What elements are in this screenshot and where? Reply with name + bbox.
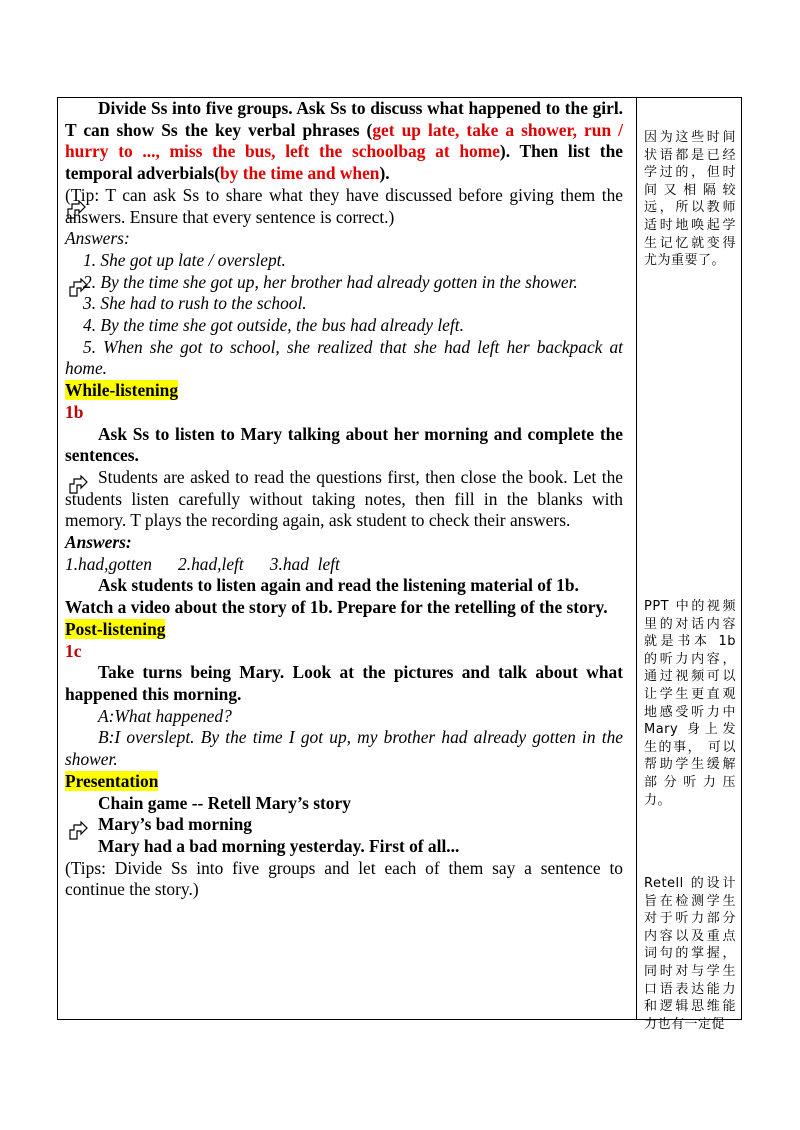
hand-pointer-icon	[68, 475, 88, 495]
answers-label-1b: Answers:	[65, 532, 132, 553]
section-heading-post: Post-listening	[65, 618, 166, 639]
section-heading-while: While-listening	[65, 380, 179, 401]
answers-label: Answers:	[65, 228, 130, 249]
hand-pointer-icon	[68, 821, 88, 841]
answers-1b: 1.had,gotten 2.had,left 3.had left	[65, 553, 340, 574]
task-1c: Take turns being Mary. Look at the pictures and talk about what happened this morning.	[65, 662, 623, 704]
intro-tip: (Tip: T can ask Ss to share what they have discussed before giving them the answers. Ensure that every sentence is correct.)	[65, 184, 623, 227]
answer-item: 3. She had to rush to the school.	[83, 293, 307, 314]
dialog-b: B:I overslept. By the time I got up, my brother had already gotten in the shower.	[65, 727, 623, 770]
section-heading-presentation: Presentation	[65, 770, 159, 791]
lesson-table	[57, 97, 742, 1032]
presentation-line-1: Chain game -- Retell Mary’s story	[98, 792, 351, 813]
section-code-1c: 1c	[65, 640, 82, 661]
answer-item: 5. When she got to school, she realized that she had left her backpack at home.	[65, 336, 623, 379]
answer-item: 4. By the time she got outside, the bus had already left.	[83, 315, 464, 336]
side-note-2: PPT 中的视频里的对话内容就是书本 1b 的听力内容，通过视频可以让学生更直观地感受听力中 Mary 身上发生的事， 可以帮助学生缓解部分听力压力。	[644, 599, 736, 808]
hand-pointer-icon	[68, 278, 88, 298]
task-1b-read: Ask students to listen again and read the listening material of 1b.	[98, 575, 579, 596]
column-divider	[636, 98, 637, 1019]
intro-paragraph: Divide Ss into five groups. Ask Ss to discuss what happened to the girl. T can show Ss the key verbal phrases (get up late, take a shower, run / hurry to ..., miss the bus, left the schoolbag at home). Then list the temporal adverbials(by the time and when).	[65, 98, 623, 184]
hand-pointer-icon	[66, 200, 86, 220]
presentation-line-3: Mary had a bad morning yesterday. First of all...	[98, 835, 460, 856]
task-1b-video: Watch a video about the story of 1b. Prepare for the retelling of the story.	[65, 597, 608, 618]
task-1b-description: Students are asked to read the questions first, then close the book. Let the students listen carefully without taking notes, then fill in the blanks with memory. T plays the recording again, ask student to check their answers.	[65, 466, 623, 531]
task-1b: Ask Ss to listen to Mary talking about her morning and complete the sentences.	[65, 423, 623, 466]
presentation-tips: (Tips: Divide Ss into five groups and let each of them say a sentence to continue the story.)	[65, 857, 623, 900]
presentation-line-2: Mary’s bad morning	[98, 814, 252, 835]
main-column	[65, 98, 623, 901]
section-code-1b: 1b	[65, 401, 84, 422]
dialog-a: A:What happened?	[98, 705, 232, 726]
answer-item: 2. By the time she got up, her brother had already gotten in the shower.	[83, 271, 578, 292]
side-note-1: 因为这些时间状语都是已经学过的，但时间又相隔较远，所以教师适时地唤起学生记忆就变得尤为重要了。	[644, 130, 736, 269]
answer-item: 1. She got up late / overslept.	[83, 249, 286, 270]
side-note-3: Retell 的设计旨在检测学生对于听力部分内容以及重点词句的掌握，同时对与学生口语表达能力和逻辑思维能力也有一定促	[644, 876, 736, 1032]
